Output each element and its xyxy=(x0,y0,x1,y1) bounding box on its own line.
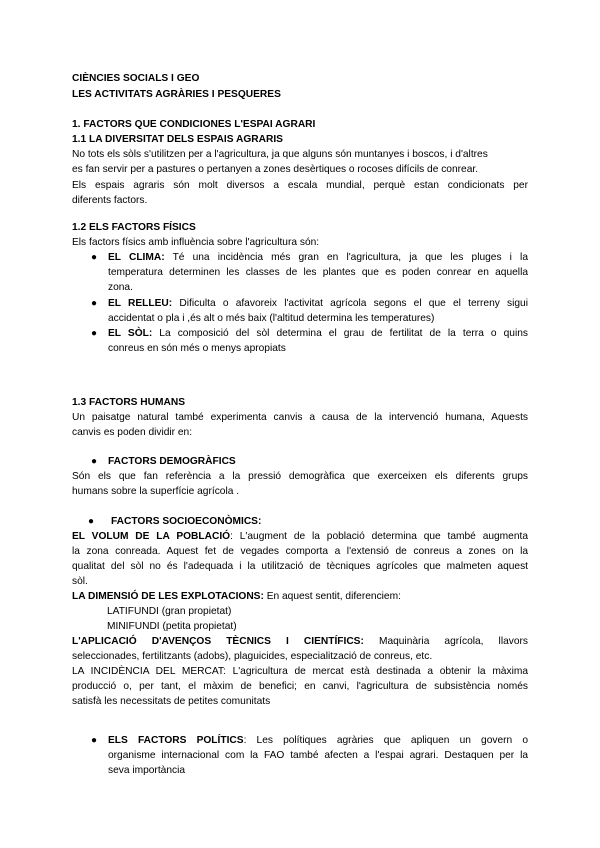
paragraph-line: LA INCIDÈNCIA DEL MERCAT: L'agricultura de mercat està destinada a obtenir la màxima xyxy=(72,666,528,677)
header-subject: CIÈNCIES SOCIALS I GEO xyxy=(72,73,200,84)
section-1-2-heading: 1.2 ELS FACTORS FÍSICS xyxy=(72,222,196,233)
paragraph-line: es fan servir per a pastures o pertanyen a zones desèrtiques o rocoses difícils de conrear. xyxy=(72,164,479,175)
section-1-3-heading: 1.3 FACTORS HUMANS xyxy=(72,397,186,408)
header-title: LES ACTIVITATS AGRÀRIES I PESQUERES xyxy=(72,89,281,100)
bullet-clima xyxy=(108,250,528,266)
relleu-label: EL RELLEU: xyxy=(108,298,173,309)
bullet-icon: ● xyxy=(91,298,98,309)
dimensio-line xyxy=(72,589,401,605)
paragraph-line: humans sobre la superfície agrícola . xyxy=(72,486,240,497)
bullet-text: temperatura determinen les classes de les plantes que es poden conrear en aquella xyxy=(108,267,528,278)
sol-label: EL SÒL: xyxy=(108,328,153,339)
paragraph-text: : L'augment de la població determina que també augmenta xyxy=(230,531,529,542)
paragraph-line: Els espais agraris són molt diversos a escala mundial, perquè estan condicionats per xyxy=(72,180,528,191)
avencos-label: L'APLICACIÓ D'AVENÇOS TÈCNICS I CIENTÍFICS: xyxy=(72,636,364,647)
paragraph-line: sòl. xyxy=(72,576,88,587)
paragraph-line: qualitat del sòl no és l'adequada i la utilització de tècniques agrícoles que malmeten aquest xyxy=(72,561,528,572)
bullet-icon: ● xyxy=(91,328,98,339)
politics-label: ELS FACTORS POLÍTICS xyxy=(108,735,244,746)
paragraph-line: producció o, per tant, el màxim de benefici; en canvi, l'agricultura de subsistència només xyxy=(72,681,528,692)
paragraph-text: Maquinària agrícola, llavors xyxy=(378,636,528,647)
bullet-icon: ● xyxy=(91,252,98,263)
bullet-text: La composició del sòl determina el grau de fertilitat de la terra o quins xyxy=(159,328,528,339)
bullet-text: Dificulta o afavoreix l'activitat agrícola segons el que el terreny sigui xyxy=(179,298,528,309)
bullet-sol xyxy=(108,326,528,342)
bullet-text: Té una incidència més gran en l'agricultura, ja que les pluges i la xyxy=(172,252,528,263)
bullet-text: zona. xyxy=(108,282,133,293)
factors-socioeconomics-label: FACTORS SOCIOECONÒMICS: xyxy=(111,516,262,527)
paragraph-line: satisfà les necessitats de petites comunitats xyxy=(72,696,271,707)
factors-demografics-label: FACTORS DEMOGRÀFICS xyxy=(108,456,236,467)
volum-line xyxy=(72,529,528,545)
paragraph-line: la zona conreada. Aquest fet de vegades comporta a l'extensió de conreus a zones on la xyxy=(72,546,528,557)
paragraph-line: No tots els sòls s'utilitzen per a l'agricultura, ja que alguns són muntanyes i boscos, i d'altres xyxy=(72,149,488,160)
section-1-1-heading: 1.1 LA DIVERSITAT DELS ESPAIS AGRARIS xyxy=(72,134,283,145)
bullet-relleu xyxy=(108,296,528,312)
paragraph-line: Els factors físics amb influència sobre l'agricultura són: xyxy=(72,237,320,248)
bullet-icon: ● xyxy=(91,735,98,746)
bullet-icon: ● xyxy=(91,456,98,467)
clima-label: EL CLIMA: xyxy=(108,252,165,263)
paragraph-line: Són els que fan referència a la pressió demogràfica que exerceixen els diferents grups xyxy=(72,471,528,482)
paragraph-line: Un paisatge natural també experimenta canvis a causa de la intervenció humana, Aquests xyxy=(72,412,528,423)
bullet-text: conreus en són més o menys apropiats xyxy=(108,343,286,354)
bullet-icon: ● xyxy=(88,516,95,527)
bullet-text: : Les polítiques agràries que apliquen un govern o xyxy=(243,735,528,746)
paragraph-line: seleccionades, fertilitzants (adobs), plaguicides, especialització de conreus, etc. xyxy=(72,651,433,662)
bullet-text: seva importància xyxy=(108,765,186,776)
paragraph-line: diferents factors. xyxy=(72,195,148,206)
paragraph-text: En aquest sentit, diferenciem: xyxy=(263,591,401,602)
bullet-text: organisme internacional com la FAO també afecten a l'espai agrari. Destaquen per la xyxy=(108,750,528,761)
paragraph-line: canvis es poden dividir en: xyxy=(72,427,193,438)
avencos-line xyxy=(72,634,528,650)
bullet-politics xyxy=(108,733,528,749)
dimensio-label: LA DIMENSIÓ DE LES EXPLOTACIONS: xyxy=(72,591,264,602)
latifundi-item: LATIFUNDI (gran propietat) xyxy=(107,606,232,617)
section-1-heading: 1. FACTORS QUE CONDICIONES L'ESPAI AGRARI xyxy=(72,119,316,130)
bullet-text: accidentat o pla i ,és alt o més baix (l'altitud determina les temperatures) xyxy=(108,313,435,324)
volum-label: EL VOLUM DE LA POBLACIÓ xyxy=(72,531,231,542)
minifundi-item: MINIFUNDI (petita propietat) xyxy=(107,621,237,632)
